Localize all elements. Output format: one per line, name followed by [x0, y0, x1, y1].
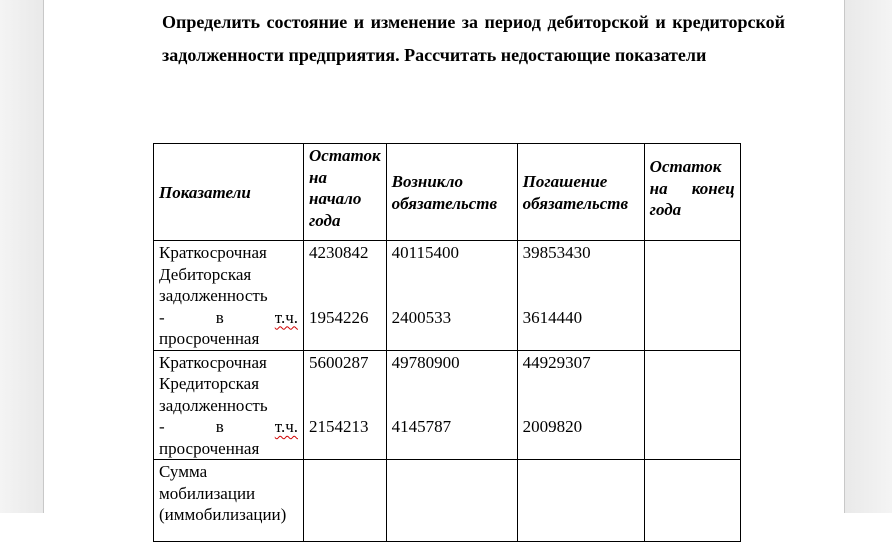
header-end-word-konets: конец	[691, 178, 735, 198]
header-end-line1: Остаток	[649, 157, 722, 176]
cell-arisen	[386, 241, 517, 351]
table-row	[154, 460, 741, 542]
value-sub-start: 1954226	[309, 307, 369, 327]
sublabel-overdue: просроченная	[159, 329, 260, 348]
row-sublabel-line	[159, 307, 298, 329]
header-repaid: Погашение обязательств	[517, 144, 644, 241]
sublabel-tch: т.ч.	[274, 307, 298, 327]
sublabel-overdue: просроченная	[159, 438, 260, 458]
table-row	[154, 241, 741, 351]
header-indicators: Показатели	[154, 144, 304, 241]
value-sub-repaid: 2009820	[522, 417, 583, 436]
sublabel-dash: -	[159, 307, 165, 327]
sublabel-v: в	[215, 307, 224, 327]
row-label-main: Краткосрочная Дебиторская задолженность	[159, 243, 268, 305]
page-edge-left	[43, 0, 44, 513]
value-repaid: 39853430	[522, 243, 591, 262]
value-sub-arisen: 4145787	[391, 417, 452, 436]
value-arisen: 49780900	[391, 352, 460, 372]
value-sub-repaid: 3614440	[522, 307, 583, 327]
page-edge-right	[844, 0, 845, 513]
header-start-balance: Остаток на начало года	[304, 144, 387, 241]
cell-end	[644, 460, 740, 542]
page-margin-right	[845, 0, 892, 513]
value-start: 5600287	[309, 352, 369, 372]
cell-start	[304, 241, 387, 351]
header-end-line3: года	[649, 200, 682, 219]
header-end-balance	[644, 144, 740, 241]
cell-end	[644, 241, 740, 351]
header-end-line2	[650, 178, 735, 200]
table-header-row	[154, 144, 741, 241]
row-label-payables	[154, 350, 304, 460]
task-statement: Определить состояние и изменение за период дебиторской и кредиторской задолженности предприятия. Рассчитать недостающие показатели	[162, 12, 785, 65]
cell-repaid	[517, 241, 644, 351]
sublabel-v: в	[215, 417, 224, 436]
cell-arisen	[386, 460, 517, 542]
row-label-receivables	[154, 241, 304, 351]
cell-end	[644, 350, 740, 460]
cell-start	[304, 350, 387, 460]
cell-repaid	[517, 460, 644, 542]
value-arisen: 40115400	[391, 243, 460, 262]
cell-start	[304, 460, 387, 542]
value-repaid: 44929307	[522, 352, 591, 372]
cell-repaid	[517, 350, 644, 460]
row-sublabel-line	[159, 416, 298, 438]
value-sub-start: 2154213	[309, 417, 369, 436]
header-end-word-na: на	[649, 178, 668, 198]
debt-table	[153, 143, 741, 542]
value-sub-arisen: 2400533	[391, 307, 452, 327]
header-arisen: Возникло обязательств	[386, 144, 517, 241]
table-row	[154, 350, 741, 460]
page-margin-left	[0, 0, 43, 513]
sublabel-dash: -	[159, 417, 165, 436]
sublabel-tch: т.ч.	[274, 417, 298, 436]
row-label-mobilization: Сумма мобилизации (иммобилизации)	[154, 460, 304, 542]
cell-arisen	[386, 350, 517, 460]
value-start: 4230842	[309, 243, 369, 262]
row-label-main: Краткосрочная Кредиторская задолженность	[159, 352, 268, 415]
